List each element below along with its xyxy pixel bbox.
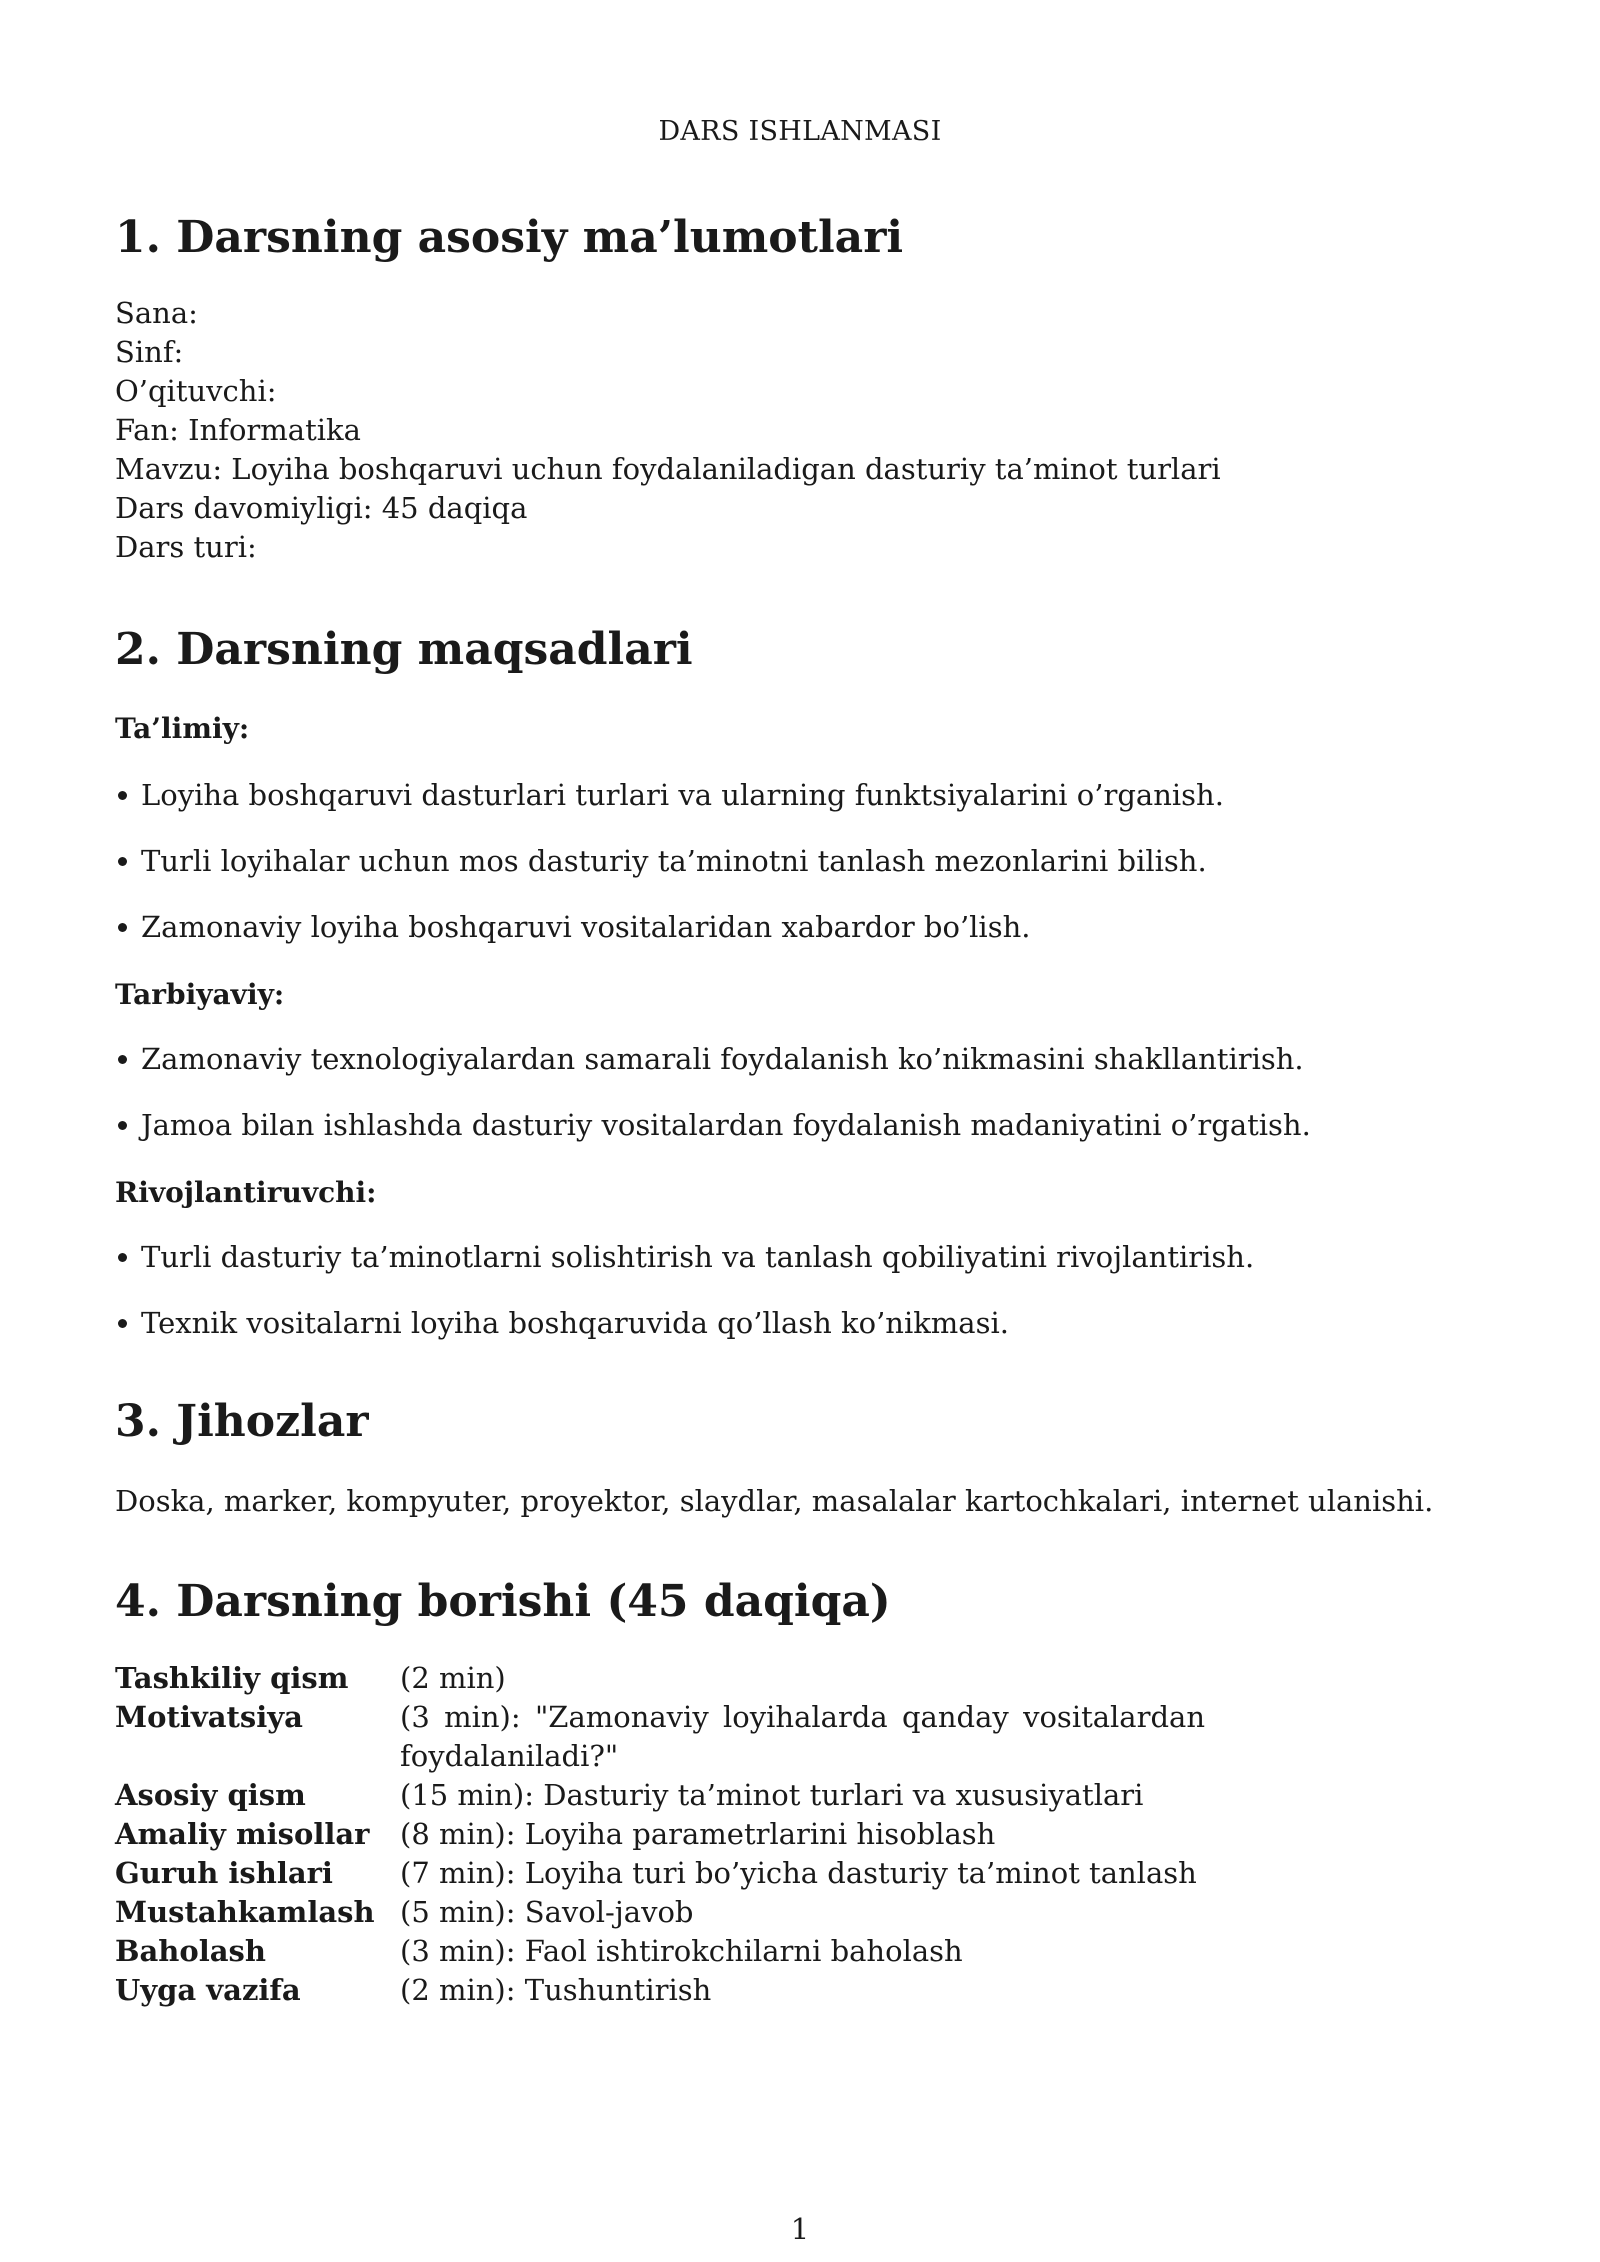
list-item (115, 910, 1030, 944)
list-item (115, 1240, 1254, 1274)
bullet-icon (118, 791, 127, 800)
phase-description: (5 min): Savol-javob (400, 1895, 694, 1929)
table-row (115, 1698, 1205, 1776)
table-row (115, 1815, 1205, 1854)
goal-group-label-educational: Ta’limiy: (115, 712, 250, 745)
list-item (115, 1042, 1304, 1076)
info-line-subject: Fan: Informatika (115, 413, 361, 447)
bullet-icon (118, 857, 127, 866)
list-item-text: Turli loyihalar uchun mos dasturiy ta’minotni tanlash mezonlarini bilish. (141, 844, 1207, 878)
phase-name: Asosiy qism (115, 1778, 306, 1812)
bullet-icon (118, 923, 127, 932)
list-item (115, 1306, 1009, 1340)
list-item-text: Turli dasturiy ta’minotlarni solishtirish va tanlash qobiliyatini rivojlantirish. (141, 1240, 1255, 1274)
phase-name: Mustahkamlash (115, 1895, 375, 1929)
list-item (115, 844, 1207, 878)
info-line-duration: Dars davomiyligi: 45 daqiqa (115, 491, 528, 525)
section-heading-basic-info: 1. Darsning asosiy ma’lumotlari (115, 212, 904, 263)
list-item-text: Zamonaviy texnologiyalardan samarali foydalanish ko’nikmasini shakllantirish. (141, 1042, 1304, 1076)
info-line-date: Sana: (115, 296, 198, 330)
section-heading-goals: 2. Darsning maqsadlari (115, 624, 693, 675)
goal-group-label-upbringing: Tarbiyaviy: (115, 978, 285, 1011)
table-row (115, 1776, 1205, 1815)
phase-description: (2 min): Tushuntirish (400, 1973, 712, 2007)
phase-name: Guruh ishlari (115, 1856, 333, 1890)
phase-name: Motivatsiya (115, 1700, 303, 1734)
info-line-topic: Mavzu: Loyiha boshqaruvi uchun foydalaniladigan dasturiy ta’minot turlari (115, 452, 1221, 486)
list-item-text: Texnik vositalarni loyiha boshqaruvida qo’llash ko’nikmasi. (141, 1306, 1009, 1340)
phase-description: (7 min): Loyiha turi bo’yicha dasturiy ta’minot tanlash (400, 1856, 1197, 1890)
phase-description: (3 min): Faol ishtirokchilarni baholash (400, 1934, 963, 1968)
phase-name: Baholash (115, 1934, 266, 1968)
basic-info-list (115, 294, 1221, 567)
table-row (115, 1932, 1205, 1971)
lesson-flow-table (115, 1659, 1205, 2010)
page-number: 1 (790, 2212, 810, 2246)
bullet-icon (118, 1319, 127, 1328)
table-row (115, 1971, 1205, 2010)
info-line-lesson-type: Dars turi: (115, 530, 257, 564)
list-item-text: Loyiha boshqaruvi dasturlari turlari va ularning funktsiyalarini o’rganish. (141, 778, 1224, 812)
table-row (115, 1854, 1205, 1893)
table-row (115, 1893, 1205, 1932)
phase-name: Tashkiliy qism (115, 1661, 349, 1695)
list-item-text: Zamonaviy loyiha boshqaruvi vositalaridan xabardor bo’lish. (141, 910, 1031, 944)
equipment-text: Doska, marker, kompyuter, proyektor, slaydlar, masalalar kartochkalari, internet ulanishi. (115, 1484, 1434, 1518)
list-item (115, 1108, 1311, 1142)
phase-name: Uyga vazifa (115, 1973, 301, 2007)
section-heading-lesson-flow: 4. Darsning borishi (45 daqiqa) (115, 1576, 891, 1627)
list-item-text: Jamoa bilan ishlashda dasturiy vositalardan foydalanish madaniyatini o’rgatish. (141, 1108, 1311, 1142)
bullet-icon (118, 1253, 127, 1262)
info-line-class: Sinf: (115, 335, 184, 369)
bullet-icon (118, 1121, 127, 1130)
goal-group-label-developmental: Rivojlantiruvchi: (115, 1176, 377, 1209)
phase-description: (3 min): "Zamonaviy loyihalarda qanday vositalardan foydalaniladi?" (400, 1700, 1205, 1773)
info-line-teacher: O’qituvchi: (115, 374, 277, 408)
phase-name: Amaliy misollar (115, 1817, 370, 1851)
phase-description: (15 min): Dasturiy ta’minot turlari va xususiyatlari (400, 1778, 1144, 1812)
table-row (115, 1659, 1205, 1698)
section-heading-equipment: 3. Jihozlar (115, 1396, 369, 1447)
document-title: DARS ISHLANMASI (658, 116, 942, 147)
list-item (115, 778, 1224, 812)
phase-description: (8 min): Loyiha parametrlarini hisoblash (400, 1817, 996, 1851)
bullet-icon (118, 1055, 127, 1064)
phase-description: (2 min) (400, 1661, 506, 1695)
